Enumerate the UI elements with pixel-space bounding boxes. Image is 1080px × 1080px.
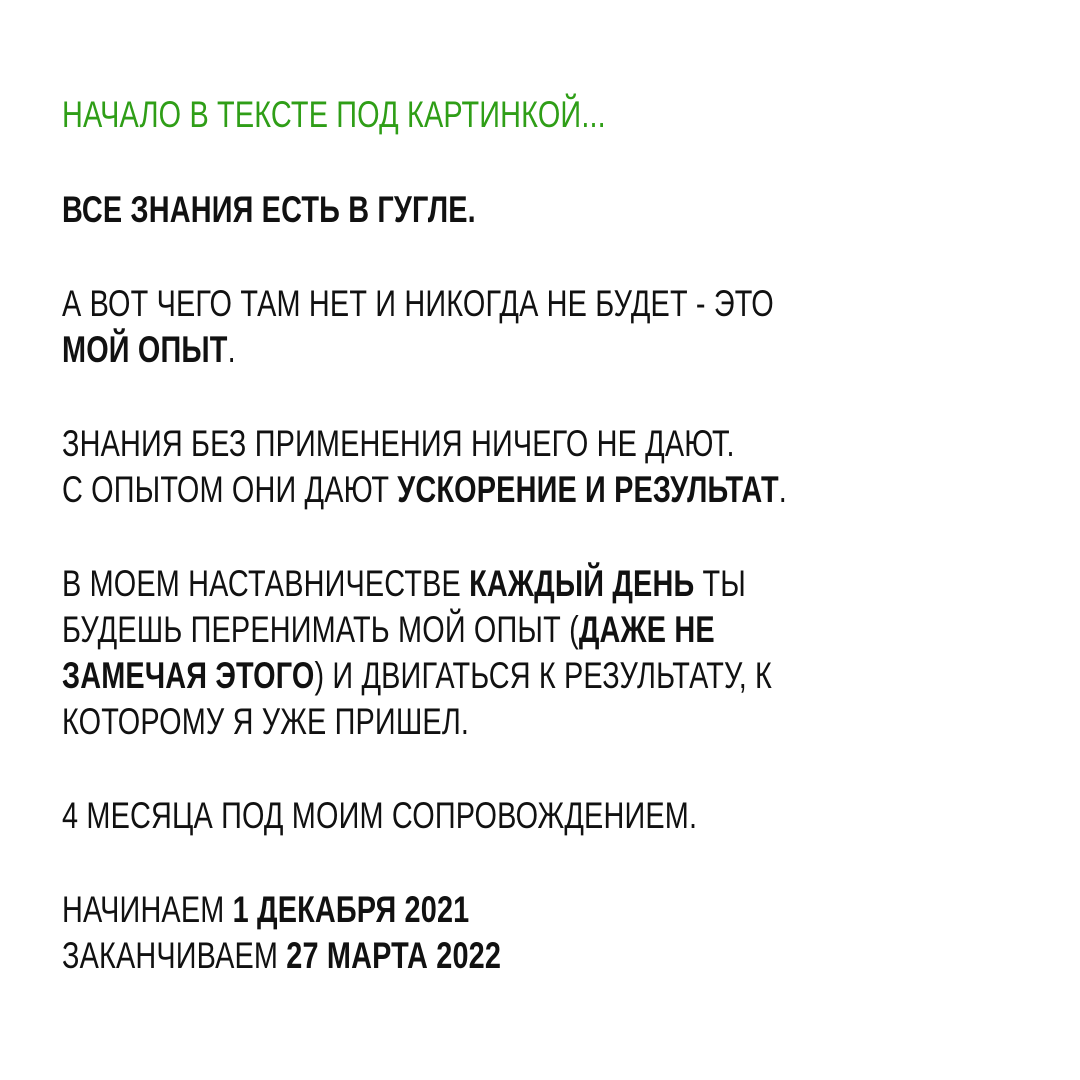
paragraph-3-end: КОТОРОМУ Я УЖЕ ПРИШЕЛ. [62, 701, 470, 742]
intro-line [62, 93, 606, 137]
paragraph-3-line-2 [62, 608, 715, 652]
paragraph-1-line-2 [62, 328, 236, 372]
paragraph-3-line-3 [62, 654, 772, 698]
even-not-bold: ДАЖЕ НЕ [578, 609, 715, 650]
paragraph-3-you: ТЫ [694, 563, 747, 604]
headline [62, 188, 476, 232]
acceleration-result-bold: УСКОРЕНИЕ И РЕЗУЛЬТАТ [397, 469, 779, 510]
paragraph-4 [62, 794, 697, 838]
paragraph-1-line-1 [62, 282, 774, 326]
headline-text: ВСЕ ЗНАНИЯ ЕСТЬ В ГУГЛЕ. [62, 189, 476, 230]
paragraph-3-adopt: БУДЕШЬ ПЕРЕНИМАТЬ МОЙ ОПЫТ ( [62, 609, 579, 650]
paragraph-3-lead: В МОЕМ НАСТАВНИЧЕСТВЕ [62, 563, 470, 604]
start-date-line [62, 888, 469, 932]
noticing-it-bold: ЗАМЕЧАЯ ЭТОГО [62, 655, 315, 696]
end-date-line [62, 934, 501, 978]
paragraph-3-line-1 [62, 562, 746, 606]
paragraph-2-line-1 [62, 422, 735, 466]
paragraph-1-period: . [227, 329, 236, 370]
paragraph-2-period: . [778, 469, 787, 510]
end-date: 27 МАРТА 2022 [286, 935, 502, 976]
start-label: НАЧИНАЕМ [62, 889, 233, 930]
paragraph-3-line-4 [62, 700, 469, 744]
my-experience-bold: МОЙ ОПЫТ [62, 329, 228, 370]
end-label: ЗАКАНЧИВАЕМ [62, 935, 287, 976]
paragraph-2-text: ЗНАНИЯ БЕЗ ПРИМЕНЕНИЯ НИЧЕГО НЕ ДАЮТ. [62, 423, 735, 464]
every-day-bold: КАЖДЫЙ ДЕНЬ [469, 563, 695, 604]
intro-text: НАЧАЛО В ТЕКСТЕ ПОД КАРТИНКОЙ... [62, 94, 606, 135]
paragraph-4-text: 4 МЕСЯЦА ПОД МОИМ СОПРОВОЖДЕНИЕМ. [62, 795, 698, 836]
paragraph-3-move: ) И ДВИГАТЬСЯ К РЕЗУЛЬТАТУ, К [314, 655, 773, 696]
paragraph-2-line-2 [62, 468, 787, 512]
paragraph-2-lead: С ОПЫТОМ ОНИ ДАЮТ [62, 469, 398, 510]
start-date: 1 ДЕКАБРЯ 2021 [232, 889, 470, 930]
paragraph-1-text: А ВОТ ЧЕГО ТАМ НЕТ И НИКОГДА НЕ БУДЕТ - ЭТО [62, 283, 774, 324]
